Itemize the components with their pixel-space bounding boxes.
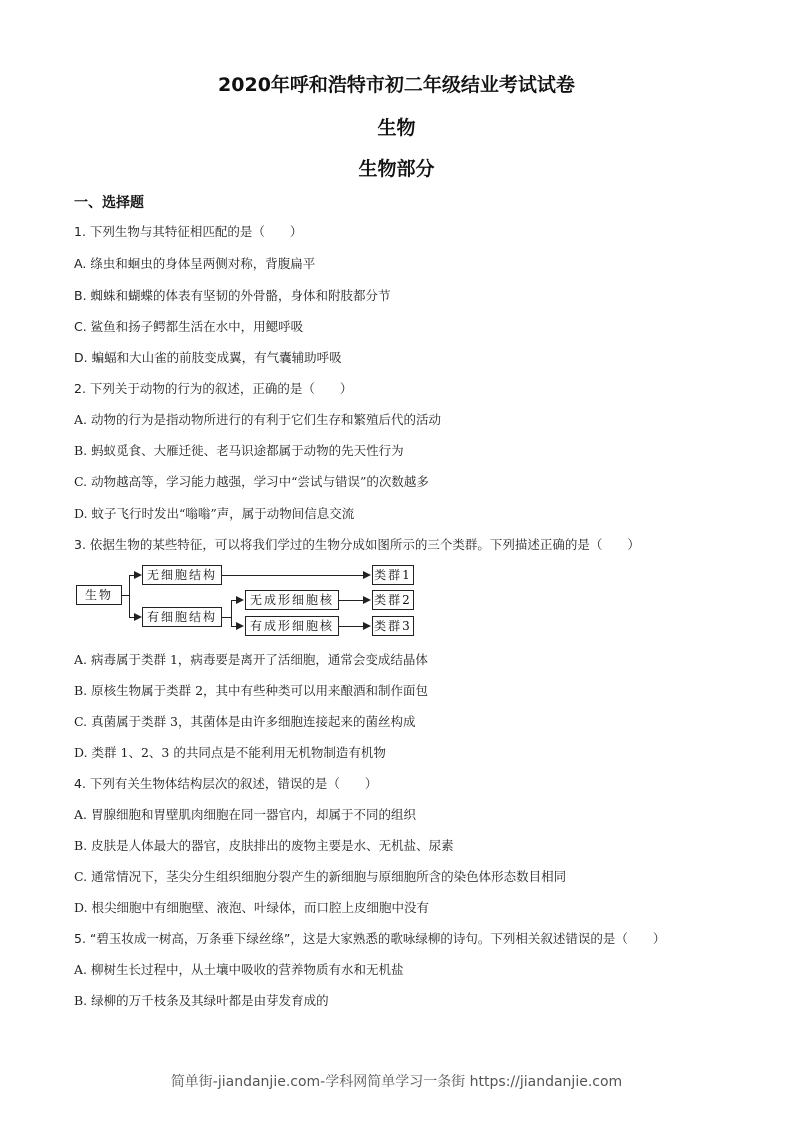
- section-heading: 一、选择题: [74, 195, 144, 211]
- connector-line: [129, 575, 130, 617]
- exam-title: 2020年呼和浩特市初二年级结业考试试卷: [218, 74, 575, 96]
- arrow-icon: [363, 622, 371, 630]
- diagram-no-nucleus-box: 无成形细胞核: [245, 590, 339, 610]
- question-5-option-a: A. 柳树生长过程中，从土壤中吸收的营养物质有水和无机盐: [74, 962, 404, 977]
- connector-line: [121, 595, 129, 596]
- diagram-group-2-box: 类群2: [372, 590, 414, 610]
- diagram-no-cell-box: 无细胞结构: [142, 565, 222, 585]
- question-2-option-a: A. 动物的行为是指动物所进行的有利于它们生存和繁殖后代的活动: [74, 412, 441, 427]
- question-1-stem: 1. 下列生物与其特征相匹配的是（ ）: [74, 224, 303, 239]
- subject-title: 生物: [377, 117, 416, 139]
- arrow-icon: [363, 596, 371, 604]
- arrow-icon: [236, 596, 244, 604]
- connector-line: [338, 600, 364, 601]
- connector-line: [221, 617, 231, 618]
- part-title: 生物部分: [358, 158, 435, 180]
- connector-line: [221, 575, 364, 576]
- arrow-icon: [134, 613, 142, 621]
- question-3-stem: 3. 依据生物的某些特征，可以将我们学过的生物分成如图所示的三个类群。下列描述正确的是（ ）: [74, 537, 640, 552]
- diagram-root-box: 生物: [76, 585, 122, 605]
- connector-line: [231, 600, 232, 626]
- classification-diagram: [74, 560, 424, 640]
- question-1-option-c: C. 鲨鱼和扬子鳄都生活在水中，用鳃呼吸: [74, 319, 304, 334]
- question-1-option-a: A. 绦虫和蛔虫的身体呈两侧对称，背腹扁平: [74, 256, 316, 271]
- arrow-icon: [236, 622, 244, 630]
- footer-watermark: 简单街-jiandanjie.com-学科网简单学习一条街 https://jiandanjie.com: [170, 1074, 623, 1090]
- question-4-option-b: B. 皮肤是人体最大的器官，皮肤排出的废物主要是水、无机盐、尿素: [74, 838, 454, 853]
- question-4-option-a: A. 胃腺细胞和胃壁肌肉细胞在同一器官内，却属于不同的组织: [74, 807, 416, 822]
- question-3-option-b: B. 原核生物属于类群 2，其中有些种类可以用来酿酒和制作面包: [74, 683, 429, 698]
- question-4-option-d: D. 根尖细胞中有细胞壁、液泡、叶绿体，而口腔上皮细胞中没有: [74, 900, 430, 915]
- question-4-option-c: C. 通常情况下，茎尖分生组织细胞分裂产生的新细胞与原细胞所含的染色体形态数目相同: [74, 869, 567, 884]
- arrow-icon: [134, 571, 142, 579]
- question-2-option-c: C. 动物越高等，学习能力越强，学习中“尝试与错误”的次数越多: [74, 474, 429, 489]
- question-5-option-b: B. 绿柳的万千枝条及其绿叶都是由芽发育成的: [74, 993, 329, 1008]
- diagram-has-cell-box: 有细胞结构: [142, 607, 222, 627]
- question-1-option-d: D. 蝙蝠和大山雀的前肢变成翼，有气囊辅助呼吸: [74, 350, 342, 365]
- question-2-option-d: D. 蚊子飞行时发出“嗡嗡”声，属于动物间信息交流: [74, 506, 355, 521]
- question-4-stem: 4. 下列有关生物体结构层次的叙述，错误的是（ ）: [74, 776, 378, 791]
- diagram-group-1-box: 类群1: [372, 565, 414, 585]
- question-1-option-b: B. 蜘蛛和蝴蝶的体表有坚韧的外骨骼，身体和附肢都分节: [74, 288, 391, 303]
- question-5-stem: 5. “碧玉妆成一树高，万条垂下绿丝绦”，这是大家熟悉的歌咏绿柳的诗句。下列相关叙述错误的是（ ）: [74, 931, 666, 946]
- question-3-option-a: A. 病毒属于类群 1，病毒要是离开了活细胞，通常会变成结晶体: [74, 652, 428, 667]
- diagram-group-3-box: 类群3: [372, 616, 414, 636]
- question-3-option-d: D. 类群 1、2、3 的共同点是不能利用无机物制造有机物: [74, 745, 386, 760]
- arrow-icon: [363, 571, 371, 579]
- question-3-option-c: C. 真菌属于类群 3，其菌体是由许多细胞连接起来的菌丝构成: [74, 714, 416, 729]
- question-2-option-b: B. 蚂蚁觅食、大雁迁徙、老马识途都属于动物的先天性行为: [74, 443, 404, 458]
- diagram-has-nucleus-box: 有成形细胞核: [245, 616, 339, 636]
- connector-line: [338, 626, 364, 627]
- question-2-stem: 2. 下列关于动物的行为的叙述，正确的是（ ）: [74, 381, 353, 396]
